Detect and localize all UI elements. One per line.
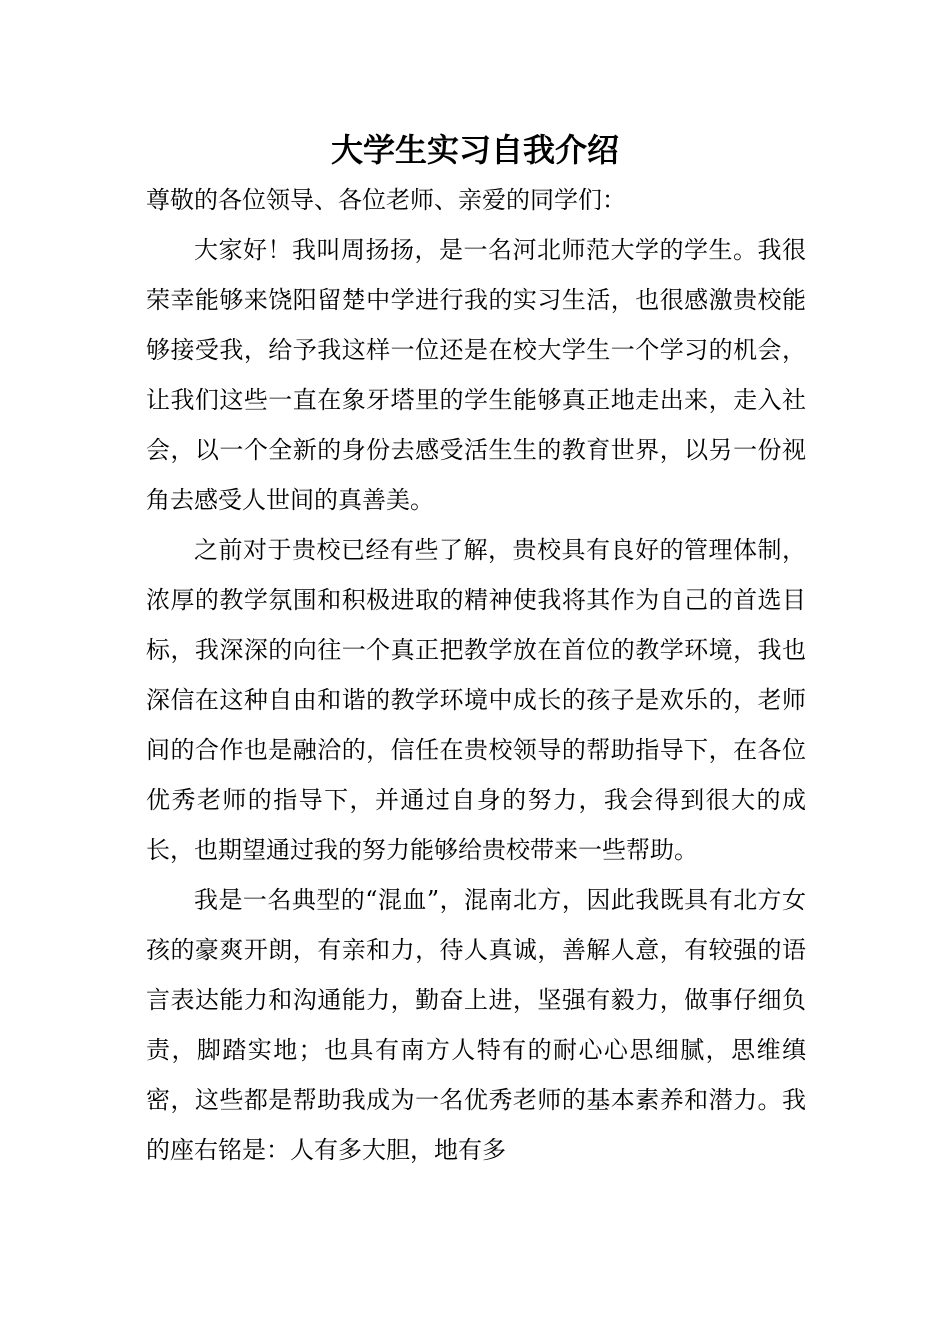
- paragraph-2: 之前对于贵校已经有些了解，贵校具有良好的管理体制，浓厚的教学氛围和积极进取的精神使我将其作为自己的首选目标，我深深的向往一个真正把教学放在首位的教学环境，我也深信在这种自由和谐的教学环境中成长的孩子是欢乐的，老师间的合作也是融洽的，信任在贵校领导的帮助指导下，在各位优秀老师的指导下，并通过自身的努力，我会得到很大的成长，也期望通过我的努力能够给贵校带来一些帮助。: [146, 536, 806, 864]
- document-body: [146, 175, 806, 1175]
- document-title: 大学生实习自我介绍: [330, 131, 619, 169]
- salutation: 尊敬的各位领导、各位老师、亲爱的同学们：: [146, 186, 626, 214]
- paragraph-1: 大家好！我叫周扬扬，是一名河北师范大学的学生。我很荣幸能够来饶阳留楚中学进行我的实习生活，也很感激贵校能够接受我，给予我这样一位还是在校大学生一个学习的机会，让我们这些一直在象牙塔里的学生能够真正地走出来，走入社会，以一个全新的身份去感受活生生的教育世界，以另一份视角去感受人世间的真善美。: [146, 236, 806, 514]
- paragraph-3: 我是一名典型的“混血”，混南北方，因此我既具有北方女孩的豪爽开朗，有亲和力，待人真诚，善解人意，有较强的语言表达能力和沟通能力，勤奋上进，坚强有毅力，做事仔细负责，脚踏实地；也具有南方人特有的耐心心思细腻，思维缜密，这些都是帮助我成为一名优秀老师的基本素养和潜力。我的座右铭是：人有多大胆，地有多: [146, 886, 806, 1164]
